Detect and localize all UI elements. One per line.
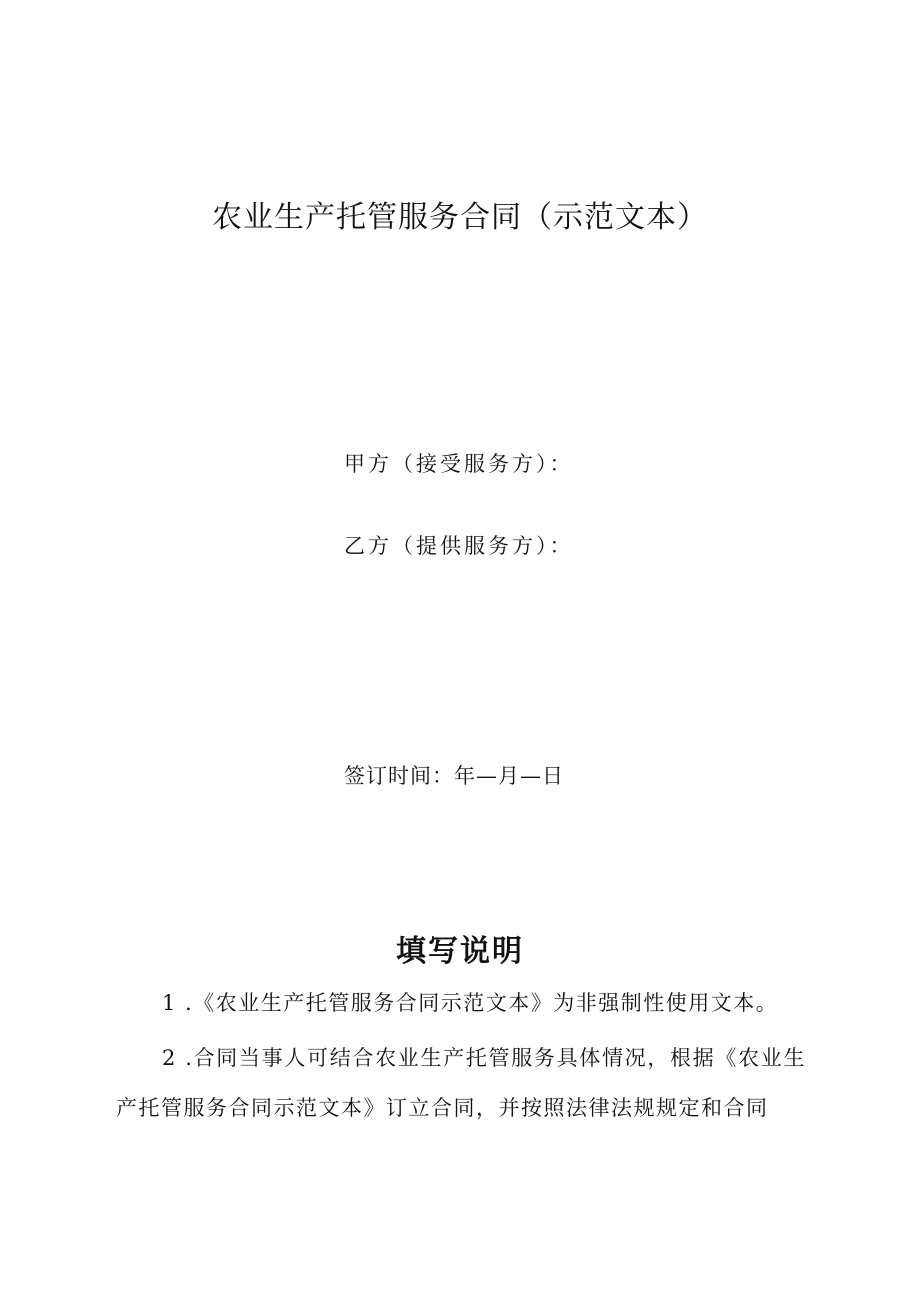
signing-date-line: 签订时间：年—月—日 (344, 764, 564, 788)
instruction-item-1: 1 .《农业生产托管服务合同示范文本》为非强制性使用文本。 (162, 991, 779, 1015)
party-b-line: 乙方（提供服务方）： (344, 534, 574, 558)
contract-title: 农业生产托管服务合同（示范文本） (212, 200, 708, 235)
instruction-item-2: 2 .合同当事人可结合农业生产托管服务具体情况，根据《农业生产托管服务合同示范文本》订立合同，并按照法律法规规定和合同 (116, 1046, 806, 1120)
instructions-heading: 填写说明 (396, 934, 524, 969)
party-a-line: 甲方（接受服务方）： (344, 452, 574, 476)
